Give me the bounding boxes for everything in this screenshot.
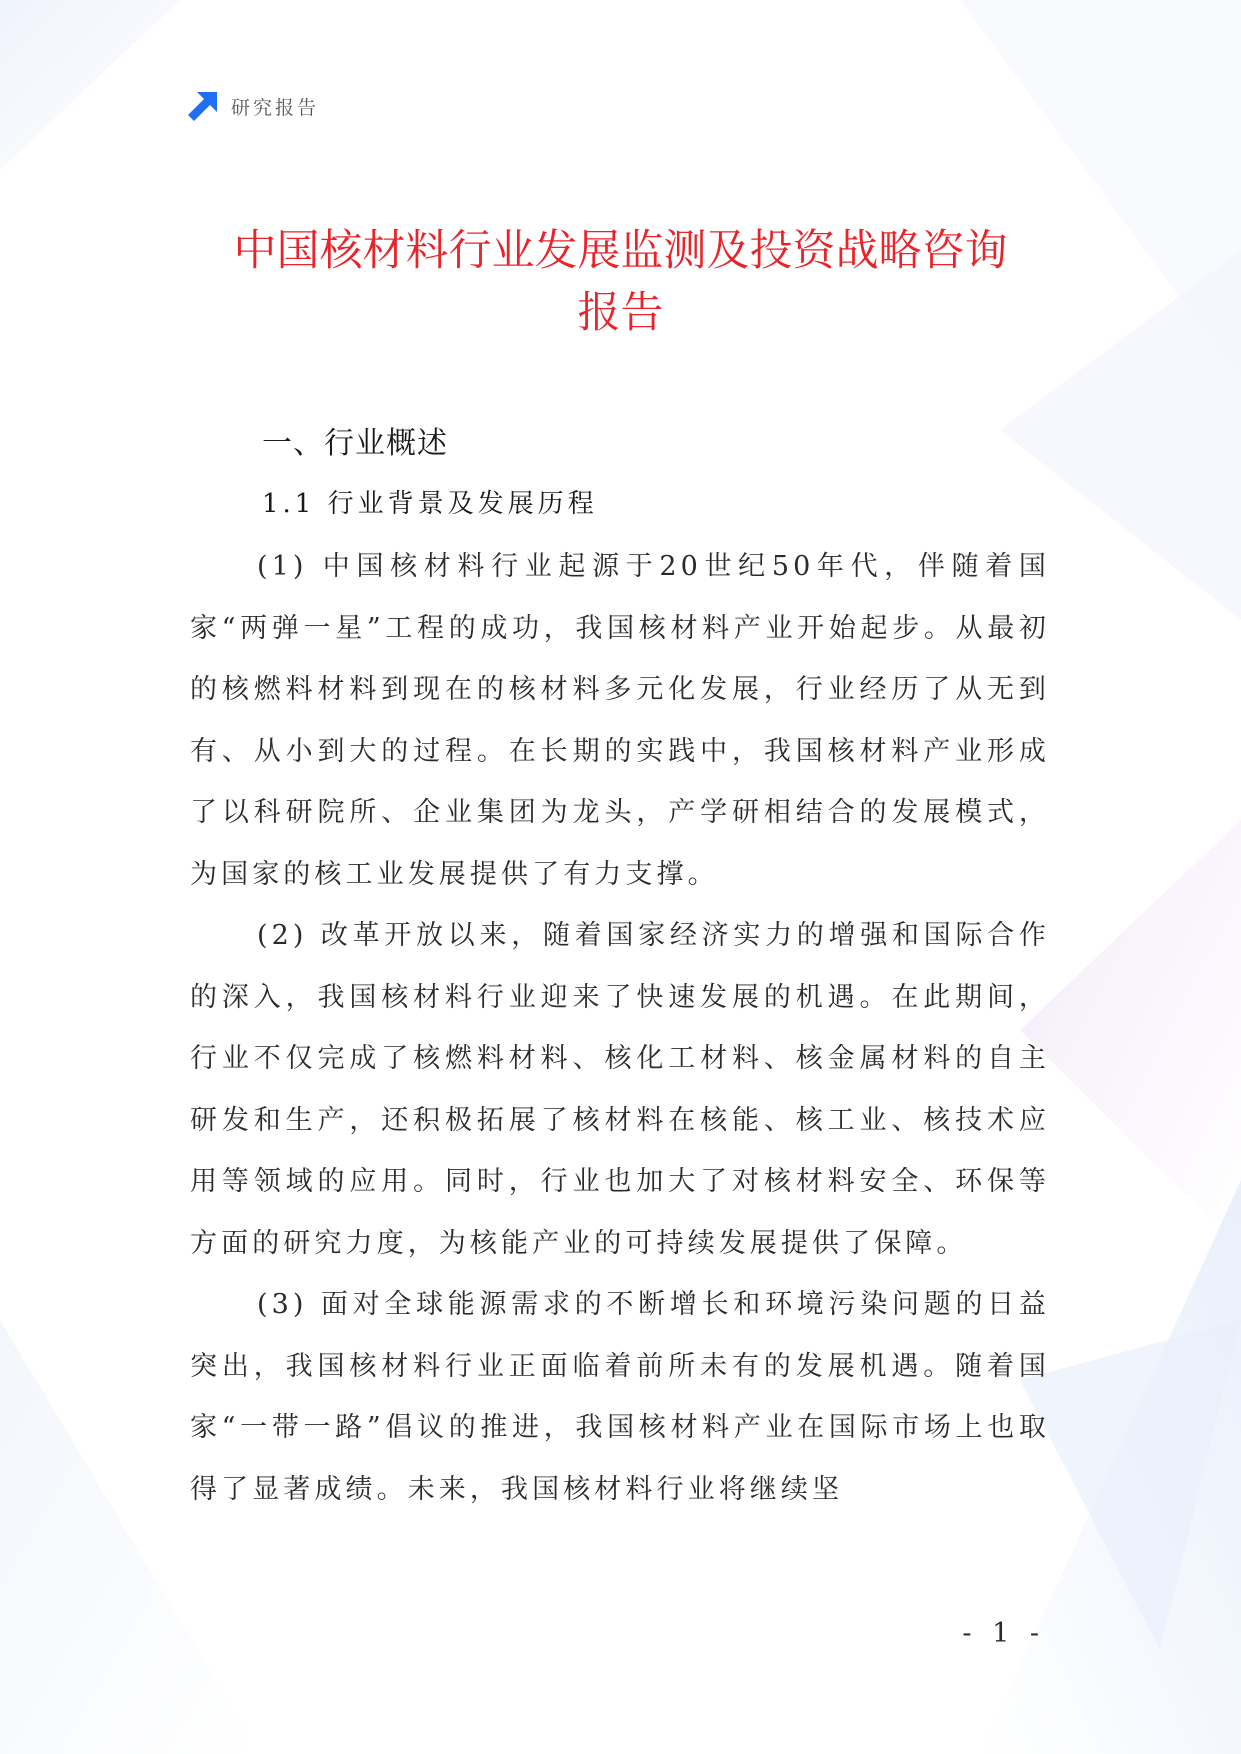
title-line-1: 中国核材料行业发展监测及投资战略咨询 xyxy=(233,226,1008,276)
page-number: - 1 - xyxy=(962,1618,1045,1649)
body-text xyxy=(190,536,1050,1520)
report-title xyxy=(150,220,1091,344)
title-line-2: 报告 xyxy=(577,288,664,338)
paragraph-1: (1) 中国核材料行业起源于20世纪50年代，伴随着国家“两弹一星”工程的成功，我国核材料产业开始起步。从最初的核燃料材料到现在的核材料多元化发展，行业经历了从无到有、从小到大的过程。在长期的实践中，我国核材料产业形成了以科研院所、企业集团为龙头，产学研相结合的发展模式，为国家的核工业发展提供了有力支撑。 xyxy=(190,551,1050,890)
paragraph-3: (3) 面对全球能源需求的不断增长和环境污染问题的日益突出，我国核材料行业正面临着前所未有的发展机遇。随着国家“一带一路”倡议的推进，我国核材料产业在国际市场上也取得了显著成绩。未来，我国核材料行业将继续坚 xyxy=(190,1289,1050,1505)
header-logo xyxy=(187,90,319,122)
logo-label: 研究报告 xyxy=(231,96,320,119)
arrow-up-right-icon xyxy=(187,90,219,122)
paragraph-2: (2) 改革开放以来，随着国家经济实力的增强和国际合作的深入，我国核材料行业迎来了快速发展的机遇。在此期间，行业不仅完成了核燃料材料、核化工材料、核金属材料的自主研发和生产，还积极拓展了核材料在核能、核工业、核技术应用等领域的应用。同时，行业也加大了对核材料安全、环保等方面的研究力度，为核能产业的可持续发展提供了保障。 xyxy=(190,920,1050,1259)
section-heading: 一、行业概述 xyxy=(262,426,448,461)
subsection-heading: 1.1 行业背景及发展历程 xyxy=(262,489,598,519)
